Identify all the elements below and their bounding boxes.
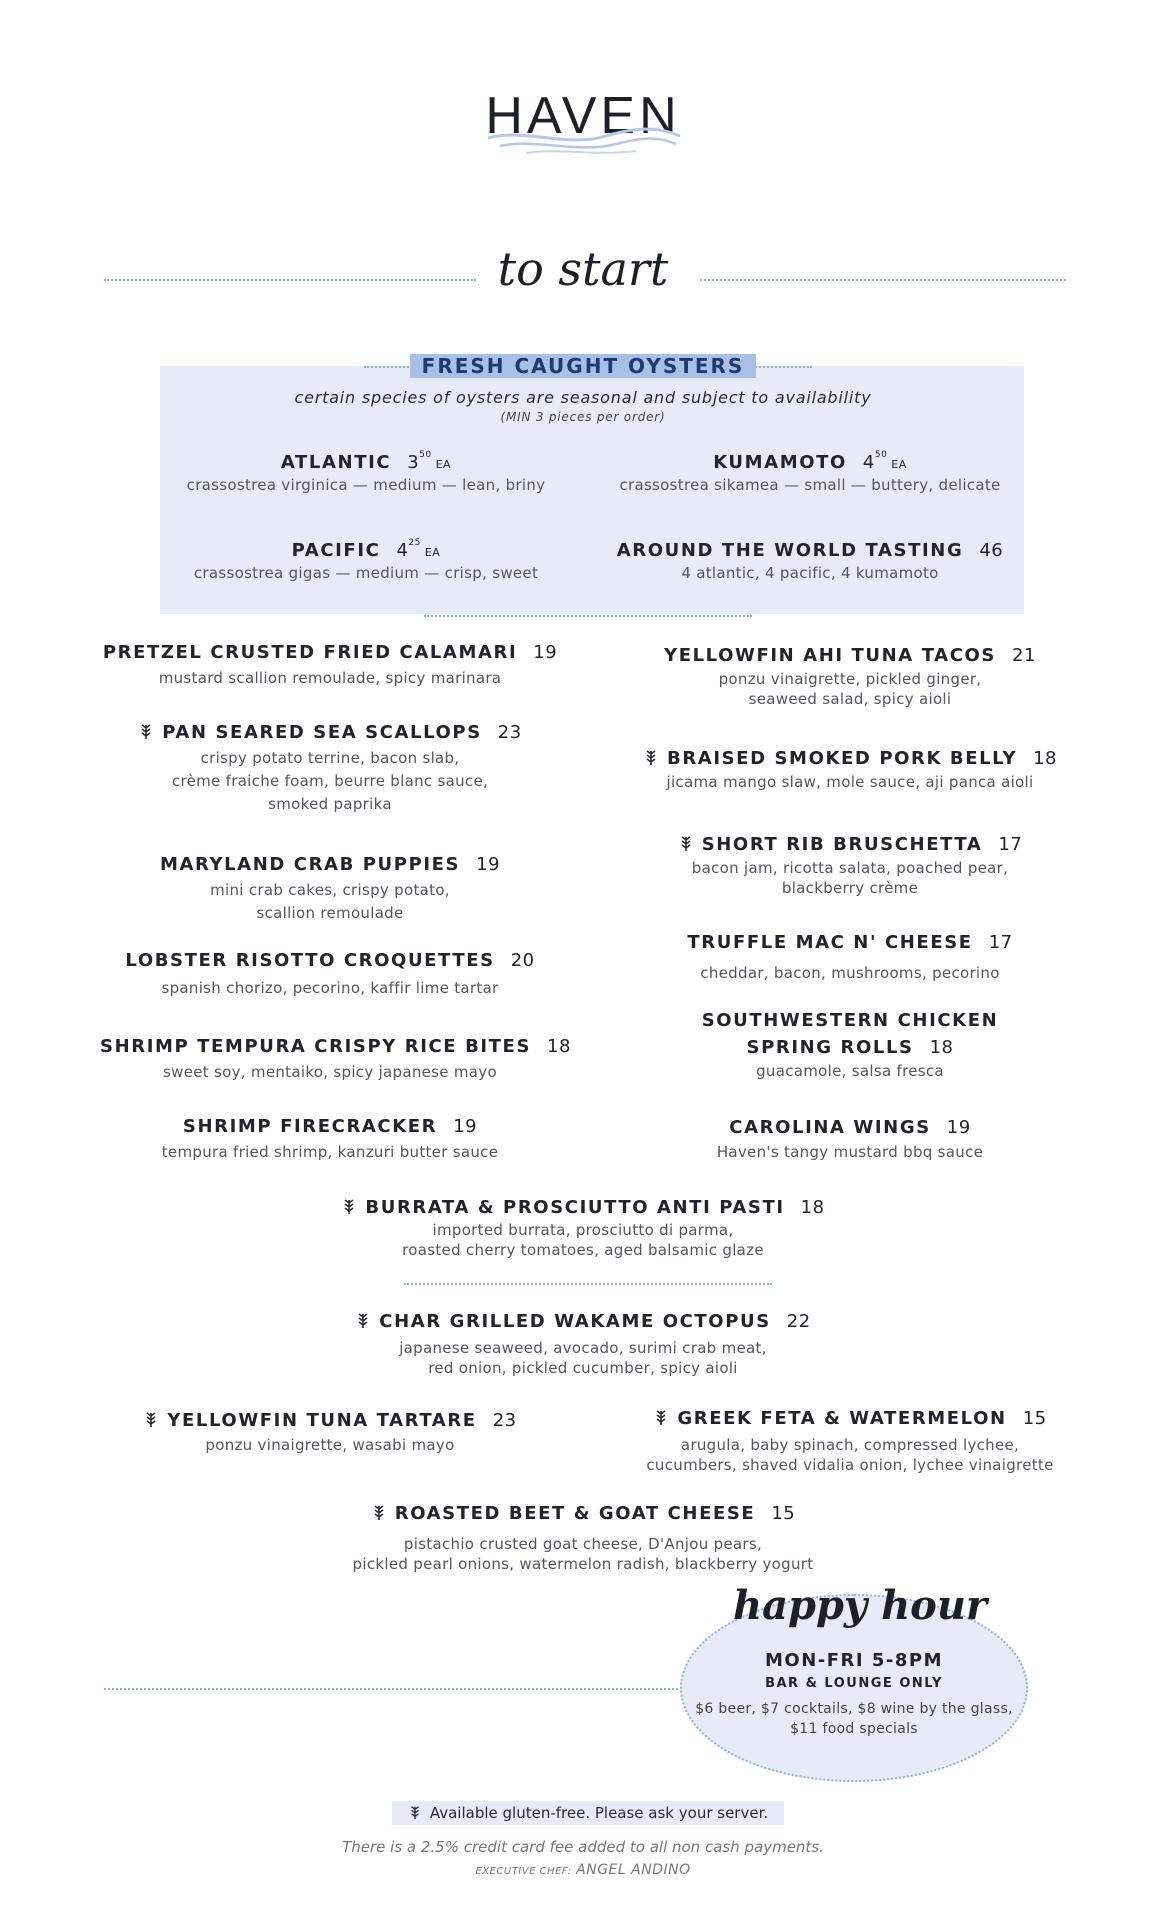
item-desc-line: arugula, baby spinach, compressed lychee, [680, 1436, 1020, 1454]
item-name: ROASTED BEET & GOAT CHEESE [394, 1503, 756, 1524]
item-price: 15 [771, 1503, 796, 1524]
item-price: 22 [786, 1311, 811, 1332]
item-price: 18 [800, 1197, 825, 1218]
item-price: 15 [1022, 1408, 1047, 1429]
oyster-item [610, 452, 1010, 495]
oysters-note: (MIN 3 pieces per order) [500, 410, 666, 424]
item-price-cents: 50 [874, 450, 888, 460]
menu-item [283, 1197, 883, 1260]
item-name: SHRIMP TEMPURA CRISPY RICE BITES [100, 1036, 532, 1057]
center-divider [404, 1283, 772, 1285]
item-desc-line: japanese seaweed, avocado, surimi crab meat, [399, 1339, 767, 1357]
item-price: 4 [396, 540, 409, 561]
item-desc-line: smoked paprika [268, 795, 392, 813]
menu-item [100, 854, 560, 923]
menu-item [100, 950, 560, 998]
item-price: 4 [862, 452, 875, 473]
item-price-cents: 50 [419, 450, 432, 460]
menu-item [100, 642, 560, 688]
menu-item [620, 1010, 1080, 1081]
oyster-item [610, 540, 1010, 583]
menu-item [283, 1503, 883, 1574]
item-desc: Haven's tangy mustard bbq sauce [716, 1143, 984, 1161]
item-name: BURRATA & PROSCIUTTO ANTI PASTI [365, 1197, 785, 1218]
item-desc: 4 atlantic, 4 pacific, 4 kumamoto [681, 564, 939, 582]
menu-item [283, 1311, 883, 1378]
item-desc: crassostrea sikamea — small — buttery, delicate [619, 476, 1001, 494]
item-price: 18 [929, 1037, 954, 1058]
item-desc-line: cucumbers, shaved vidalia onion, lychee vinaigrette [646, 1456, 1054, 1474]
item-desc-line: pistachio crusted goat cheese, D'Anjou pears, [403, 1535, 763, 1553]
menu-item [620, 1117, 1080, 1162]
chef-name: ANGEL ANDINO [576, 1862, 691, 1878]
item-unit: EA [891, 458, 907, 471]
section-title: to start [497, 242, 669, 296]
section-divider-left [104, 279, 476, 281]
menu-item [620, 834, 1080, 898]
oyster-item [166, 452, 566, 495]
menu-item [620, 748, 1080, 792]
item-name: YELLOWFIN AHI TUNA TACOS [664, 645, 996, 666]
item-desc-line: crème fraiche foam, beurre blanc sauce, [171, 772, 489, 790]
menu-item [620, 932, 1080, 983]
item-name: GREEK FETA & WATERMELON [677, 1408, 1007, 1429]
item-name: MARYLAND CRAB PUPPIES [159, 854, 461, 875]
menu-item [100, 1036, 571, 1082]
item-price: 23 [492, 1410, 517, 1431]
menu-item [100, 1410, 560, 1455]
item-price: 20 [510, 950, 535, 971]
wheat-icon [643, 748, 659, 766]
item-name: YELLOWFIN TUNA TARTARE [167, 1410, 477, 1431]
item-unit: EA [424, 546, 441, 559]
brand-logo: HAVEN [485, 87, 681, 145]
item-name: KUMAMOTO [713, 452, 847, 473]
item-desc-line: seaweed salad, spicy aioli [748, 690, 952, 708]
wheat-icon [408, 1804, 422, 1820]
oyster-item [166, 540, 566, 583]
happy-hour-deals-line1: $6 beer, $7 cocktails, $8 wine by the glass, [695, 1701, 1013, 1717]
wheat-icon [371, 1503, 387, 1521]
item-desc: guacamole, salsa fresca [756, 1062, 944, 1080]
item-name: SHRIMP FIRECRACKER [182, 1116, 438, 1137]
item-name-line2: SPRING ROLLS [746, 1037, 914, 1058]
wheat-icon [341, 1197, 357, 1215]
happy-hour-days: MON-FRI 5-8PM [765, 1650, 943, 1671]
chef-label: EXECUTIVE CHEF: [475, 1866, 572, 1877]
item-desc: spanish chorizo, pecorino, kaffir lime tartar [161, 979, 499, 997]
item-name: TRUFFLE MAC N' CHEESE [687, 932, 973, 953]
oysters-title: FRESH CAUGHT OYSTERS [410, 354, 757, 378]
item-name: CHAR GRILLED WAKAME OCTOPUS [379, 1311, 771, 1332]
item-price: 19 [946, 1117, 971, 1138]
item-desc: cheddar, bacon, mushrooms, pecorino [700, 964, 1000, 982]
item-name: CAROLINA WINGS [729, 1117, 931, 1138]
wheat-icon [678, 834, 694, 852]
item-desc: crassostrea virginica — medium — lean, briny [186, 476, 546, 494]
item-desc-line: crispy potato terrine, bacon slab, [200, 749, 460, 767]
menu-item [100, 1116, 560, 1162]
item-price: 46 [979, 540, 1004, 561]
item-price: 21 [1012, 645, 1036, 666]
item-desc-line: scallion remoulade [256, 904, 404, 922]
item-price: 19 [476, 854, 501, 875]
happy-hour-deals-line2: $11 food specials [790, 1721, 918, 1737]
item-desc-line: blackberry crème [781, 879, 919, 897]
item-desc-line: imported burrata, prosciutto di parma, [432, 1221, 734, 1239]
item-name: PAN SEARED SEA SCALLOPS [162, 722, 482, 743]
item-desc-line: mini crab cakes, crispy potato, [210, 881, 450, 899]
item-unit: EA [435, 458, 452, 471]
item-name: PACIFIC [291, 540, 381, 561]
menu-item [630, 1408, 1070, 1475]
menu-item [100, 722, 560, 814]
item-desc-line: roasted cherry tomatoes, aged balsamic glaze [402, 1241, 764, 1259]
item-name: ATLANTIC [280, 452, 392, 473]
oysters-subtitle: certain species of oysters are seasonal and subject to availability [294, 388, 872, 407]
happy-hour-divider [104, 1688, 682, 1690]
item-desc: ponzu vinaigrette, wasabi mayo [205, 1436, 455, 1454]
item-desc: tempura fried shrimp, kanzuri butter sauce [161, 1143, 499, 1161]
item-name: SOUTHWESTERN CHICKEN [701, 1010, 999, 1031]
item-price: 3 [407, 452, 420, 473]
item-price: 19 [533, 642, 558, 663]
section-divider-right [700, 279, 1066, 281]
happy-hour-title: happy hour [732, 1582, 988, 1629]
item-desc-line: red onion, pickled cucumber, spicy aioli [428, 1359, 738, 1377]
credit-card-fee-note: There is a 2.5% credit card fee added to all non cash payments. [342, 1838, 824, 1856]
logo-wave-icon [486, 126, 682, 156]
item-name: SHORT RIB BRUSCHETTA [701, 834, 983, 855]
item-desc-line: ponzu vinaigrette, pickled ginger, [718, 670, 982, 688]
item-price: 17 [988, 932, 1013, 953]
wheat-icon [138, 722, 154, 740]
item-price: 18 [1033, 748, 1057, 769]
executive-chef [0, 1862, 1166, 1878]
item-name: LOBSTER RISOTTO CROQUETTES [125, 950, 495, 971]
menu-item [620, 645, 1080, 709]
item-desc-line: pickled pearl onions, watermelon radish, blackberry yogurt [352, 1555, 814, 1573]
item-name: AROUND THE WORLD TASTING [616, 540, 964, 561]
wheat-icon [653, 1408, 669, 1426]
item-name: BRAISED SMOKED PORK BELLY [667, 748, 1018, 769]
item-desc-line: bacon jam, ricotta salata, poached pear, [691, 859, 1009, 877]
item-desc: crassostrea gigas — medium — crisp, sweet [193, 564, 539, 582]
gluten-free-note [392, 1801, 784, 1825]
gluten-free-text: Available gluten-free. Please ask your server. [429, 1804, 769, 1822]
item-price: 17 [998, 834, 1023, 855]
wheat-icon [355, 1311, 371, 1329]
item-price: 18 [547, 1036, 571, 1057]
happy-hour-where: BAR & LOUNGE ONLY [765, 1676, 943, 1691]
oyster-box-bottom-dots [424, 615, 752, 617]
item-price: 19 [453, 1116, 478, 1137]
wheat-icon [143, 1410, 159, 1428]
item-desc: jicama mango slaw, mole sauce, aji panca aioli [666, 773, 1034, 791]
item-desc: sweet soy, mentaiko, spicy japanese mayo [163, 1063, 497, 1081]
item-price: 23 [497, 722, 522, 743]
item-desc: mustard scallion remoulade, spicy marinara [158, 669, 502, 687]
item-name: PRETZEL CRUSTED FRIED CALAMARI [102, 642, 518, 663]
item-price-cents: 25 [408, 538, 421, 548]
